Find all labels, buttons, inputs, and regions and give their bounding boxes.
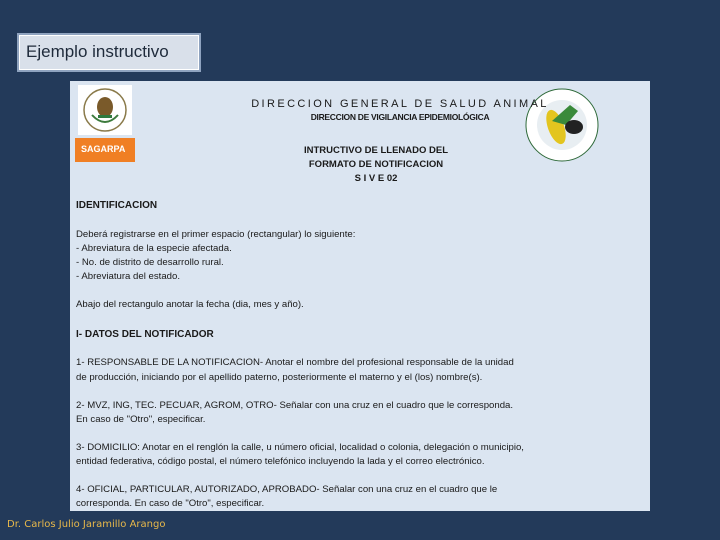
slide-footer-author: Dr. Carlos Julio Jaramillo Arango: [7, 519, 166, 530]
identificacion-item: - Abreviatura de la especie afectada.: [76, 243, 232, 254]
header-instructivo-line2: FORMATO DE NOTIFICACION: [308, 159, 444, 170]
identificacion-item: - No. de distrito de desarrollo rural.: [76, 257, 224, 268]
identificacion-intro: Deberá registrarse en el primer espacio (rectangular) lo siguiente:: [76, 229, 356, 240]
slide-title: Ejemplo instructivo: [17, 33, 201, 72]
header-instructivo-line3: S I V E 02: [354, 173, 398, 184]
sagarpa-logo: SAGARPA: [75, 138, 135, 162]
mexico-seal-icon: [78, 85, 132, 135]
header-direccion-vigilancia: DIRECCION DE VIGILANCIA EPIDEMIOLÓGICA: [310, 112, 490, 122]
notificador-p3b: entidad federativa, código postal, el número telefónico incluyendo la lada y el correo electrónico.: [76, 456, 485, 467]
notificador-p1b: de producción, iniciando por el apellido paterno, posteriormente el materno y el (los) nombre(s).: [76, 372, 483, 383]
section-notificador-title: I- DATOS DEL NOTIFICADOR: [76, 329, 214, 340]
notificador-p3a: 3- DOMICILIO: Anotar en el renglón la calle, u número oficial, localidad o colonia, delegación o municipio,: [76, 442, 524, 453]
identificacion-fecha: Abajo del rectangulo anotar la fecha (dia, mes y año).: [76, 299, 304, 310]
notificador-p4a: 4- OFICIAL, PARTICULAR, AUTORIZADO, APROBADO- Señalar con una cruz en el cuadro que le: [76, 484, 498, 495]
notificador-p2b: En caso de "Otro", especificar.: [76, 414, 206, 425]
header-instructivo: [86, 144, 666, 186]
section-identificacion-title: IDENTIFICACION: [76, 200, 158, 211]
notificador-p2a: 2- MVZ, ING, TEC. PECUAR, AGROM, OTRO- Señalar con una cruz en el cuadro que le corresponda.: [76, 400, 514, 411]
identificacion-item: - Abreviatura del estado.: [76, 271, 180, 282]
notificador-p4b: corresponda. En caso de "Otro", especificar.: [76, 498, 265, 509]
document-image: [70, 81, 650, 511]
header-instructivo-line1: INTRUCTIVO DE LLENADO DEL: [303, 145, 449, 156]
header-direccion-general: DIRECCION GENERAL DE SALUD ANIMAL: [251, 98, 549, 110]
notificador-p1a: 1- RESPONSABLE DE LA NOTIFICACION- Anotar el nombre del profesional responsable de la unidad: [76, 357, 514, 368]
